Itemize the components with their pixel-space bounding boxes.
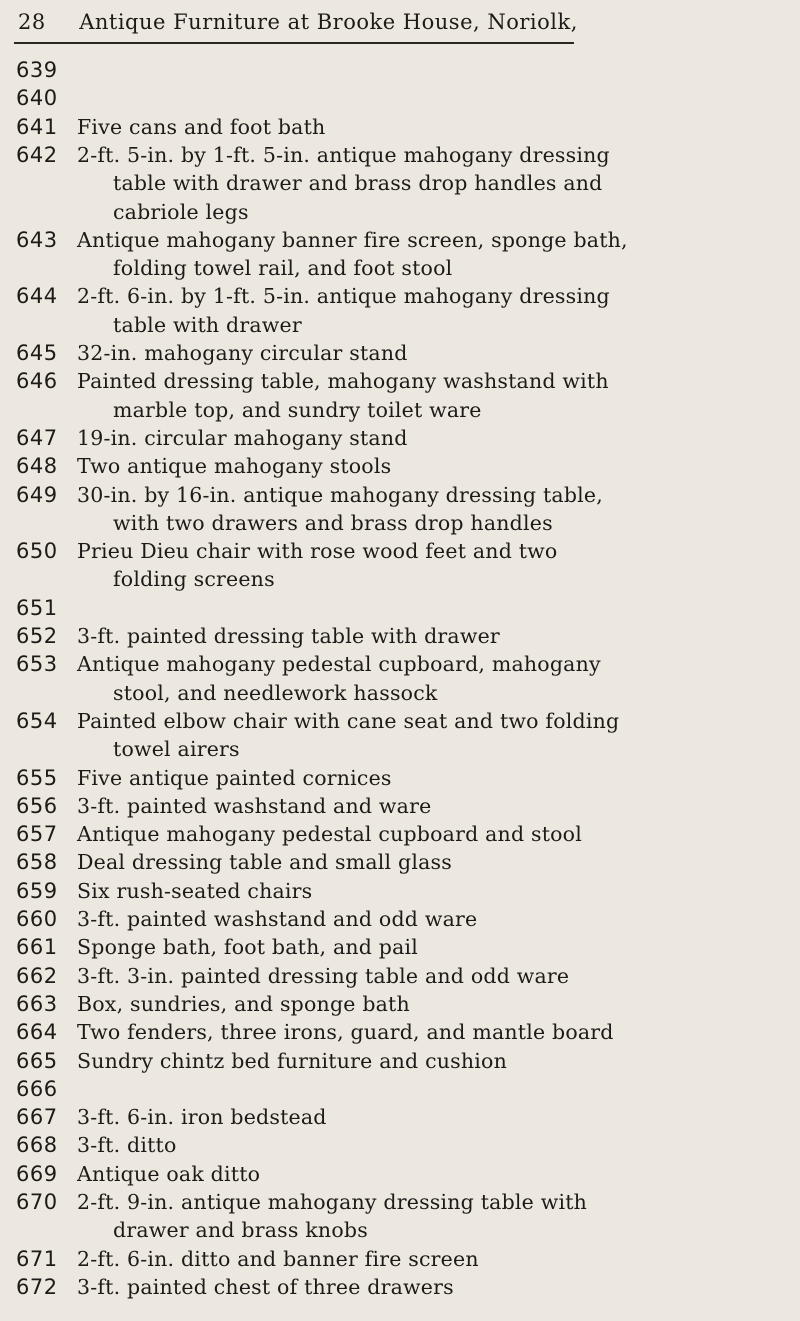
lot-number: 659 — [16, 878, 58, 903]
lot-entry — [0, 537, 800, 565]
lot-number: 663 — [16, 991, 58, 1016]
lot-number: 658 — [16, 850, 58, 875]
lot-entry — [0, 820, 800, 848]
lot-entry — [0, 367, 800, 395]
lot-description: folding towel rail, and foot stool — [113, 256, 453, 281]
lot-entry — [0, 452, 800, 480]
lot-number: 639 — [16, 58, 58, 82]
lot-description: with two drawers and brass drop handles — [113, 510, 553, 535]
lot-entry — [0, 1131, 800, 1159]
lot-number: 652 — [16, 624, 58, 648]
lot-description: 3-ft. ditto — [77, 1133, 177, 1158]
lot-number: 665 — [16, 1048, 58, 1073]
lot-description: 32-in. mahogany circular stand — [77, 341, 408, 365]
lot-entry-continuation — [0, 1216, 800, 1244]
lot-entry — [0, 933, 800, 961]
lot-description: 2-ft. 5-in. by 1-ft. 5-in. antique mahogany dressing — [77, 142, 610, 167]
lot-number: 657 — [16, 822, 58, 847]
lot-entry-continuation — [0, 679, 800, 707]
lot-entry — [0, 707, 800, 735]
lot-number: 649 — [16, 482, 58, 507]
lot-description: Painted dressing table, mahogany washstand with — [77, 369, 609, 394]
lot-description: Five cans and foot bath — [77, 114, 326, 139]
lot-description: Antique oak ditto — [77, 1161, 261, 1186]
lot-entry-continuation — [0, 169, 800, 197]
lot-number: 642 — [16, 142, 58, 167]
lot-number: 646 — [16, 369, 58, 394]
lot-description: 30-in. by 16-in. antique mahogany dressing table, — [77, 482, 603, 507]
lot-entry — [0, 622, 800, 650]
lot-entry — [0, 226, 800, 254]
lot-entry — [0, 1160, 800, 1188]
page-number: 28 — [18, 10, 46, 34]
lot-entry — [0, 848, 800, 876]
lot-description: table with drawer — [113, 312, 302, 337]
lot-description: Antique mahogany pedestal cupboard, mahogany — [77, 652, 601, 677]
lot-description: folding screens — [113, 567, 275, 592]
lot-description: drawer and brass knobs — [113, 1218, 368, 1243]
lot-description: table with drawer and brass drop handles and — [113, 171, 603, 196]
lot-description: Antique mahogany banner fire screen, sponge bath, — [77, 227, 628, 252]
lot-number: 650 — [16, 539, 58, 564]
lot-description: 19-in. circular mahogany stand — [77, 425, 408, 450]
lot-entry — [0, 1103, 800, 1131]
lot-entry — [0, 282, 800, 310]
lot-description: Two antique mahogany stools — [77, 454, 392, 479]
lot-entry — [0, 481, 800, 509]
lot-description: 3-ft. painted washstand and odd ware — [77, 907, 478, 931]
lot-entry — [0, 141, 800, 169]
lot-description: Five antique painted cornices — [77, 765, 392, 790]
lot-number: 662 — [16, 963, 58, 988]
lot-number: 640 — [16, 86, 58, 111]
lot-entry — [0, 56, 800, 84]
lot-description: stool, and needlework hassock — [113, 680, 438, 705]
lot-entry — [0, 1273, 800, 1301]
header-rule — [14, 42, 574, 44]
lot-entry — [0, 113, 800, 141]
lot-number: 648 — [16, 454, 58, 479]
lot-entry — [0, 1188, 800, 1216]
lot-entry-continuation — [0, 509, 800, 537]
lot-entry — [0, 764, 800, 792]
lot-entry-continuation — [0, 198, 800, 226]
lot-number: 653 — [16, 652, 58, 677]
lot-entry — [0, 84, 800, 112]
lot-entry — [0, 1075, 800, 1103]
lot-description: Box, sundries, and sponge bath — [77, 991, 410, 1016]
page-title: Antique Furniture at Brooke House, Noriolk, — [79, 10, 578, 34]
lot-description: Prieu Dieu chair with rose wood feet and two — [77, 539, 558, 564]
lot-number: 644 — [16, 284, 58, 309]
lot-description: Painted elbow chair with cane seat and two folding — [77, 708, 620, 733]
lot-entry-continuation — [0, 396, 800, 424]
lot-description: 3-ft. painted washstand and ware — [77, 793, 432, 818]
lot-entry — [0, 650, 800, 678]
lot-description: Two fenders, three irons, guard, and mantle board — [77, 1020, 614, 1045]
lot-description: Six rush-seated chairs — [77, 878, 313, 903]
lot-description: 3-ft. painted dressing table with drawer — [77, 624, 500, 648]
lot-number: 660 — [16, 907, 58, 931]
lot-number: 672 — [16, 1274, 58, 1299]
lot-number: 667 — [16, 1105, 58, 1130]
lot-description: 2-ft. 6-in. by 1-ft. 5-in. antique mahogany dressing — [77, 284, 610, 309]
lot-description: Sponge bath, foot bath, and pail — [77, 935, 419, 960]
lot-description: marble top, and sundry toilet ware — [113, 397, 482, 422]
lot-number: 641 — [16, 114, 58, 139]
lot-entry — [0, 339, 800, 367]
lot-number: 645 — [16, 341, 58, 365]
lot-entry-continuation — [0, 254, 800, 282]
lot-description: 3-ft. painted chest of three drawers — [77, 1274, 454, 1299]
lot-entry — [0, 877, 800, 905]
lot-number: 643 — [16, 227, 58, 252]
lot-number: 666 — [16, 1076, 58, 1101]
lot-description: 3-ft. 3-in. painted dressing table and odd ware — [77, 963, 570, 988]
lot-entry — [0, 792, 800, 820]
lot-description: towel airers — [113, 737, 240, 762]
lot-entry — [0, 1047, 800, 1075]
lot-description: Sundry chintz bed furniture and cushion — [77, 1048, 507, 1073]
lot-number: 654 — [16, 708, 58, 733]
lot-entry — [0, 990, 800, 1018]
lot-number: 651 — [16, 595, 58, 620]
lot-entry — [0, 1245, 800, 1273]
lot-description: 3-ft. 6-in. iron bedstead — [77, 1105, 327, 1130]
lot-number: 661 — [16, 935, 58, 960]
lot-entry — [0, 962, 800, 990]
lot-entry-continuation — [0, 311, 800, 339]
lot-number: 671 — [16, 1246, 58, 1271]
lot-number: 664 — [16, 1020, 58, 1045]
page-header — [18, 10, 798, 38]
lot-entry-continuation — [0, 565, 800, 593]
lot-entry — [0, 1018, 800, 1046]
lot-number: 656 — [16, 793, 58, 818]
lot-number: 669 — [16, 1161, 58, 1186]
lot-number: 655 — [16, 765, 58, 790]
lot-description: 2-ft. 6-in. ditto and banner fire screen — [77, 1246, 479, 1271]
lot-description: 2-ft. 9-in. antique mahogany dressing table with — [77, 1190, 588, 1214]
lot-description: Antique mahogany pedestal cupboard and stool — [77, 822, 582, 847]
lot-description: Deal dressing table and small glass — [77, 850, 452, 875]
lot-entry-continuation — [0, 735, 800, 763]
lot-description: cabriole legs — [113, 199, 249, 224]
lot-entry — [0, 905, 800, 933]
lot-number: 670 — [16, 1190, 58, 1214]
lot-number: 668 — [16, 1133, 58, 1158]
lot-entry — [0, 424, 800, 452]
lot-entry — [0, 594, 800, 622]
lot-number: 647 — [16, 425, 58, 450]
